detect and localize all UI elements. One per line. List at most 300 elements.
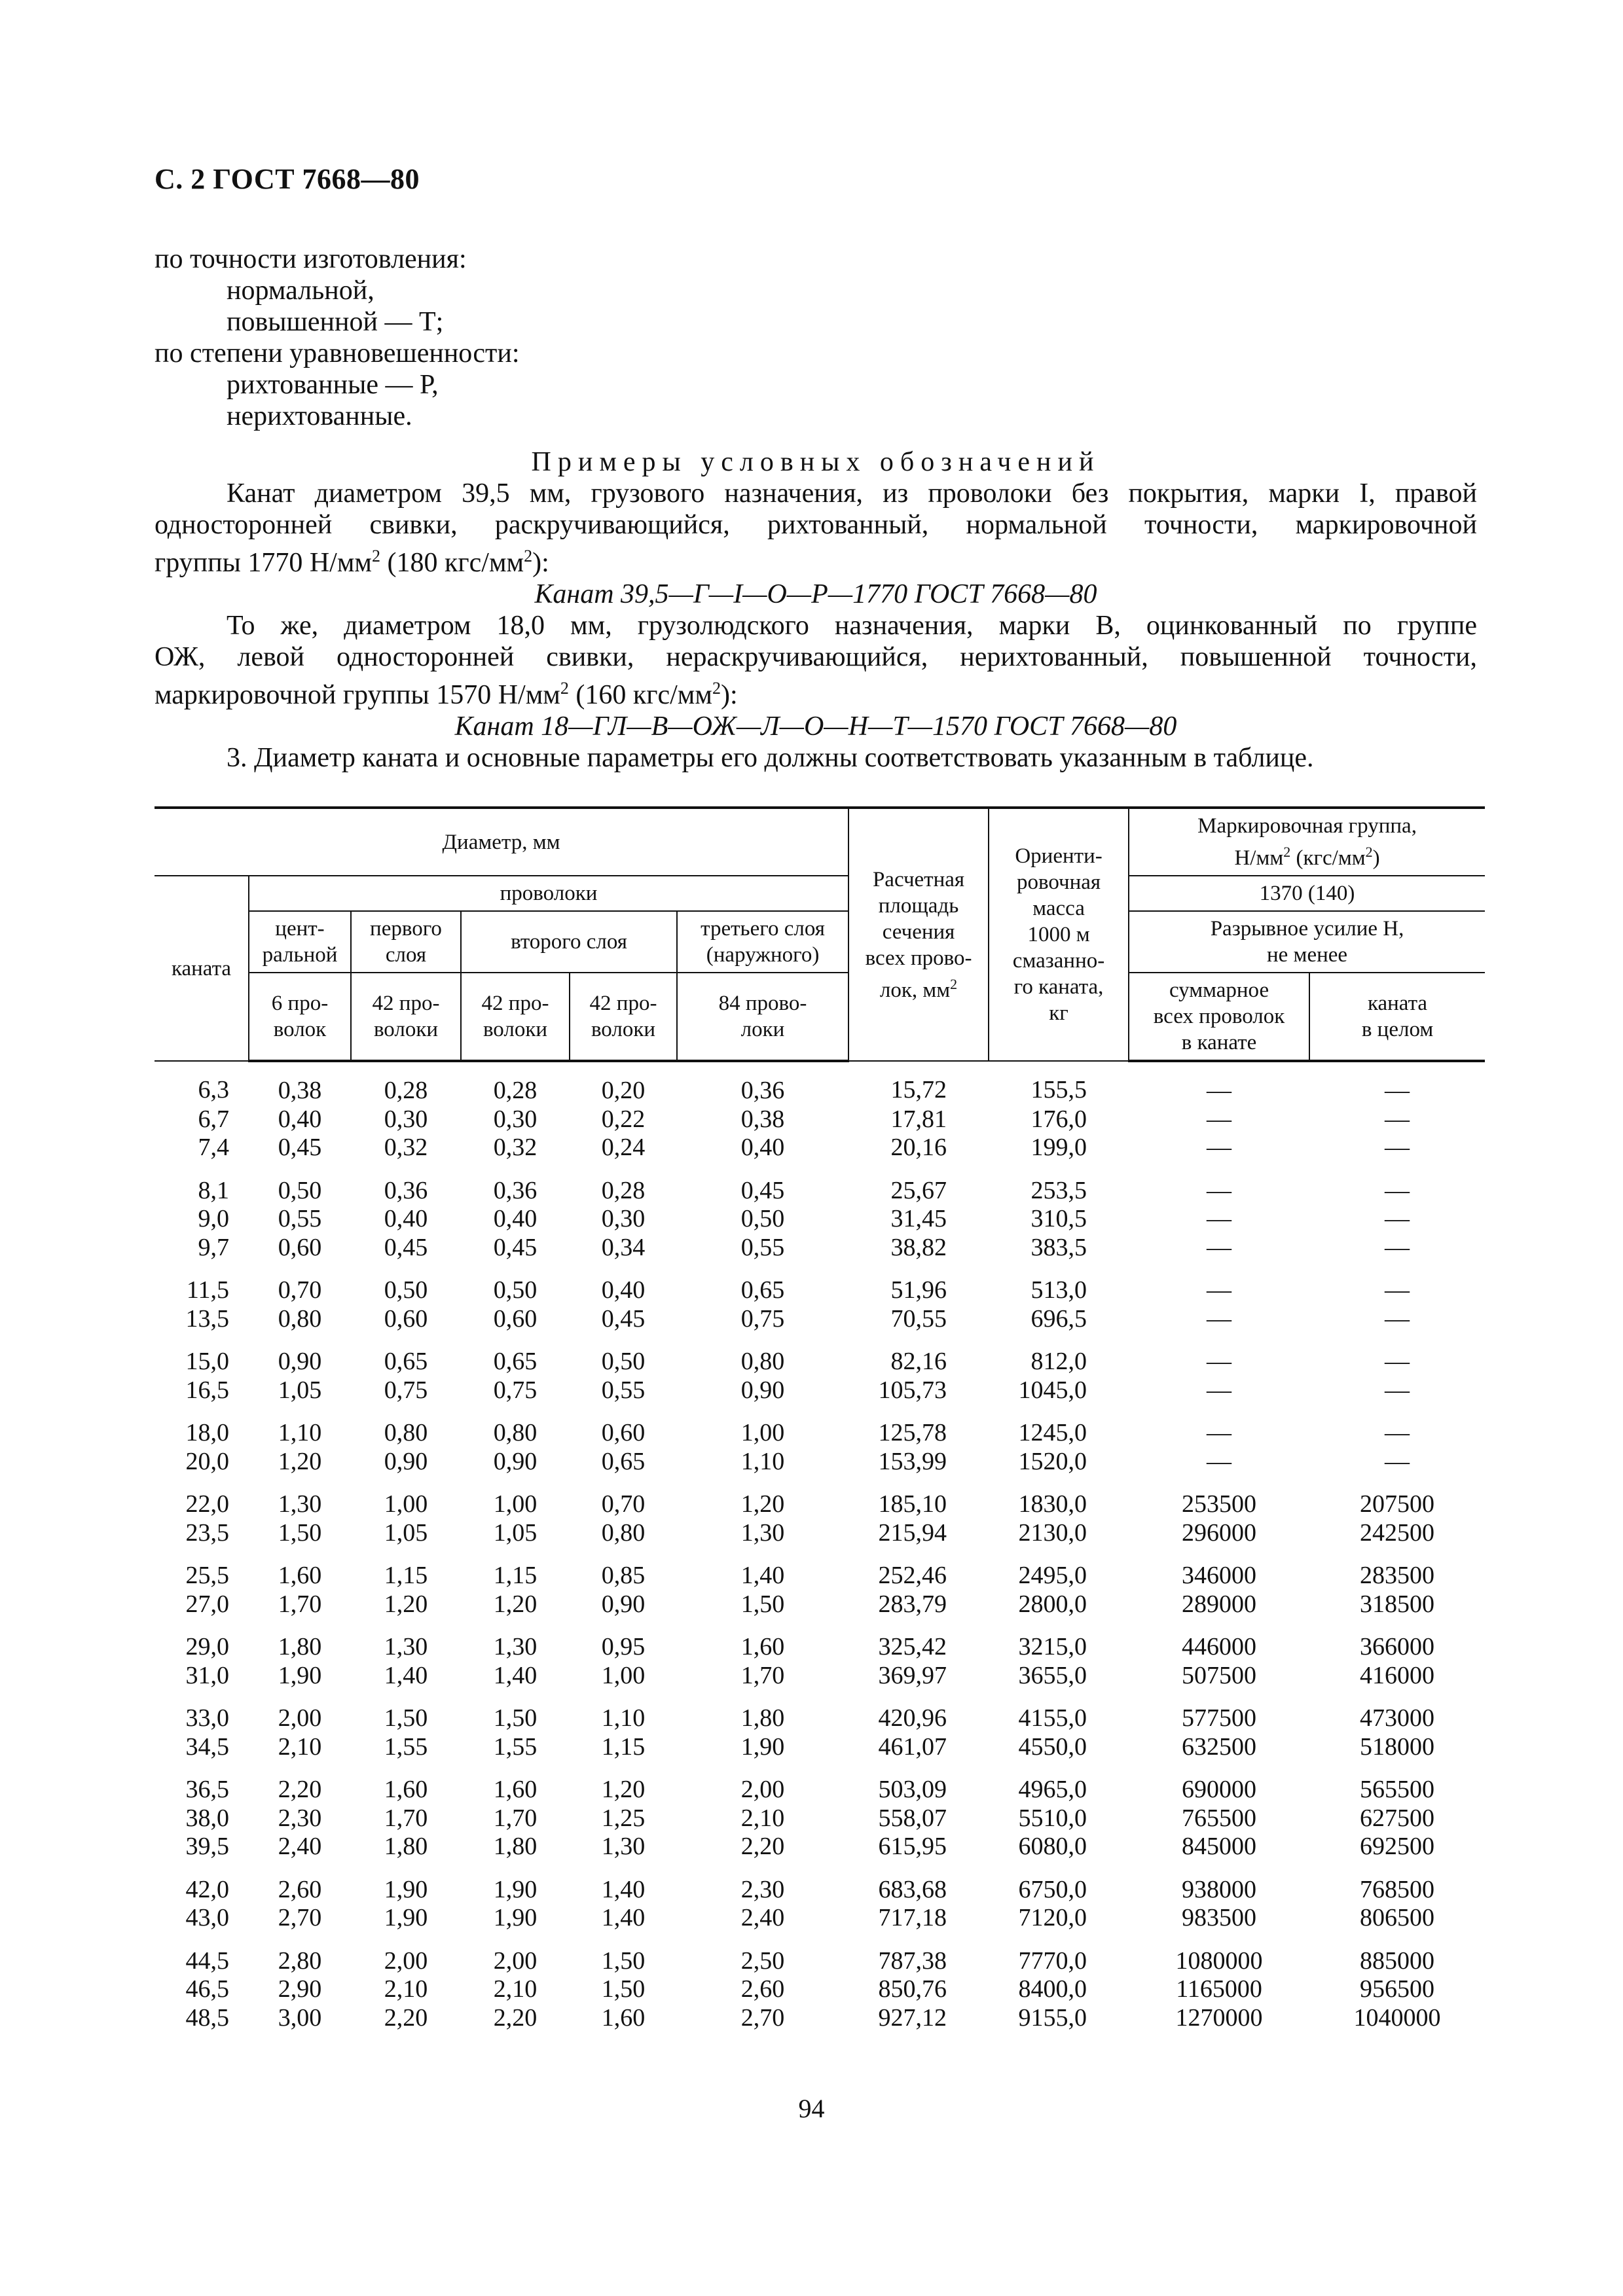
table-cell: 7,4 bbox=[198, 1134, 229, 1161]
table-cell: 1,55 bbox=[493, 1732, 538, 1761]
header-third-layer: третьего слоя (наружного) bbox=[677, 911, 848, 973]
table-cell: 2800,0 bbox=[1018, 1590, 1087, 1618]
table-row bbox=[155, 1861, 1485, 1905]
table-cell: 0,90 bbox=[601, 1590, 646, 1618]
table-cell: 473000 bbox=[1360, 1704, 1435, 1732]
table-cell: 461,07 bbox=[878, 1732, 947, 1761]
table-cell: 1270000 bbox=[1175, 2003, 1263, 2032]
table-cell: 2,70 bbox=[278, 1904, 322, 1931]
table-row bbox=[155, 1205, 1485, 1234]
table-row bbox=[155, 1162, 1485, 1206]
table-cell: — bbox=[1385, 1105, 1410, 1133]
table-cell: — bbox=[1207, 1348, 1232, 1375]
table-cell: 1,00 bbox=[740, 1419, 785, 1446]
table-cell: 366000 bbox=[1360, 1633, 1435, 1660]
table-cell: 2,30 bbox=[740, 1875, 785, 1903]
table-cell: 565500 bbox=[1360, 1776, 1435, 1803]
table-cell: 36,5 bbox=[185, 1776, 229, 1803]
table-cell: 318500 bbox=[1360, 1590, 1435, 1618]
table-cell: 1,80 bbox=[278, 1633, 322, 1660]
table-cell: 0,75 bbox=[740, 1304, 785, 1333]
table-row bbox=[155, 1105, 1485, 1134]
table-cell: 0,45 bbox=[384, 1233, 428, 1261]
table-cell: 253,5 bbox=[1030, 1176, 1087, 1204]
table-cell: 1,40 bbox=[740, 1562, 785, 1589]
table-cell: 0,65 bbox=[384, 1348, 428, 1375]
table-cell: 25,5 bbox=[185, 1562, 229, 1589]
table-cell: 22,0 bbox=[185, 1490, 229, 1518]
table-cell: — bbox=[1385, 1276, 1410, 1304]
table-cell: 8400,0 bbox=[1018, 1975, 1087, 2003]
table-cell: 44,5 bbox=[185, 1946, 229, 1975]
table-cell: 2,20 bbox=[278, 1776, 322, 1803]
table-row bbox=[155, 1519, 1485, 1548]
table-cell: 2,60 bbox=[740, 1975, 785, 2003]
header-42-wires: 42 про- волоки bbox=[351, 973, 461, 1061]
table-cell: 0,28 bbox=[601, 1176, 646, 1204]
table-cell: 42,0 bbox=[185, 1875, 229, 1903]
table-cell: 0,45 bbox=[601, 1304, 646, 1333]
table-cell: 0,90 bbox=[278, 1348, 322, 1375]
balance-item: рихтованные — Р, bbox=[227, 370, 439, 400]
table-cell: 1245,0 bbox=[1018, 1419, 1087, 1446]
table-cell: — bbox=[1207, 1304, 1232, 1333]
table-cell: 1,90 bbox=[493, 1875, 538, 1903]
header-42-wires: 42 про- волоки bbox=[461, 973, 570, 1061]
table-cell: 927,12 bbox=[878, 2003, 947, 2032]
table-cell: 1,60 bbox=[384, 1776, 428, 1803]
table-cell: 153,99 bbox=[878, 1447, 947, 1475]
table-row bbox=[155, 1590, 1485, 1619]
header-sum-force: суммарное всех проволок в канате bbox=[1129, 973, 1309, 1061]
table-cell: 1,40 bbox=[601, 1904, 646, 1931]
table-cell: — bbox=[1207, 1105, 1232, 1133]
examples-heading: Примеры условных обозначений bbox=[531, 447, 1101, 477]
table-cell: 420,96 bbox=[878, 1704, 947, 1732]
table-cell: — bbox=[1385, 1134, 1410, 1161]
table-cell: 2,00 bbox=[740, 1776, 785, 1803]
table-cell: 1,50 bbox=[740, 1590, 785, 1618]
table-cell: 0,38 bbox=[278, 1077, 322, 1104]
table-cell: 8,1 bbox=[198, 1176, 229, 1204]
balance-item: нерихтованные. bbox=[227, 401, 412, 431]
example-2-designation: Канат 18—ГЛ—В—ОЖ—Л—О—Н—Т—1570 ГОСТ 7668—80 bbox=[454, 711, 1177, 742]
table-cell: 0,50 bbox=[493, 1276, 538, 1304]
precision-item: нормальной, bbox=[227, 276, 374, 306]
table-cell: 0,80 bbox=[740, 1348, 785, 1375]
table-cell: 1,00 bbox=[384, 1490, 428, 1518]
table-cell: 765500 bbox=[1182, 1804, 1257, 1832]
table-cell: 0,90 bbox=[493, 1447, 538, 1475]
table-cell: — bbox=[1207, 1276, 1232, 1304]
table-cell: 0,75 bbox=[384, 1376, 428, 1404]
table-cell: 2,40 bbox=[740, 1904, 785, 1931]
table-cell: 6750,0 bbox=[1018, 1875, 1087, 1903]
table-cell: 0,80 bbox=[493, 1419, 538, 1446]
table-cell: 1,20 bbox=[493, 1590, 538, 1618]
table-cell: 15,72 bbox=[890, 1076, 947, 1103]
table-cell: 2,00 bbox=[278, 1704, 322, 1732]
table-cell: 1,30 bbox=[601, 1833, 646, 1860]
table-cell: 1,50 bbox=[278, 1518, 322, 1547]
table-cell: — bbox=[1385, 1304, 1410, 1333]
header-diameter: Диаметр, мм bbox=[155, 808, 848, 876]
table-cell: 1,70 bbox=[740, 1661, 785, 1689]
example-1-line: Канат диаметром 39,5 мм, грузового назначения, из проволоки без покрытия, марки I, правой bbox=[227, 478, 1477, 509]
table-row bbox=[155, 1804, 1485, 1833]
table-cell: 0,20 bbox=[601, 1077, 646, 1104]
header-marking-group: Маркировочная группа, $Н/мм^2$ $(кгс/мм^2)$ bbox=[1129, 808, 1485, 876]
table-cell: 2495,0 bbox=[1018, 1562, 1087, 1589]
table-cell: 0,80 bbox=[601, 1518, 646, 1547]
table-cell: 1,90 bbox=[384, 1875, 428, 1903]
table-cell: 0,36 bbox=[384, 1176, 428, 1204]
table-cell: 2,10 bbox=[278, 1732, 322, 1761]
table-cell: 1,50 bbox=[601, 1946, 646, 1975]
table-cell: 1,10 bbox=[601, 1704, 646, 1732]
table-cell: 155,5 bbox=[1030, 1076, 1087, 1103]
table-cell: 0,30 bbox=[384, 1105, 428, 1133]
table-cell: 0,40 bbox=[740, 1134, 785, 1161]
table-cell: 1,05 bbox=[278, 1376, 322, 1404]
table-cell: 507500 bbox=[1182, 1661, 1257, 1689]
table-cell: 0,34 bbox=[601, 1233, 646, 1261]
header-6-wires: 6 про- волок bbox=[249, 973, 351, 1061]
example-1-last-line: группы 1770 $Н/мм^2$ (180 кгс/$мм^2$): bbox=[155, 547, 549, 578]
table-row bbox=[155, 1761, 1485, 1804]
table-cell: 0,36 bbox=[493, 1176, 538, 1204]
table-cell: 1165000 bbox=[1176, 1975, 1262, 2003]
table-cell: 577500 bbox=[1182, 1704, 1257, 1732]
header-grade: 1370 (140) bbox=[1129, 876, 1485, 911]
table-cell: 1080000 bbox=[1175, 1946, 1263, 1975]
header-84-wires: 84 прово- локи bbox=[677, 973, 848, 1061]
table-cell: 2,00 bbox=[384, 1946, 428, 1975]
table-cell: 253500 bbox=[1182, 1490, 1257, 1518]
table-cell: 1,10 bbox=[278, 1419, 322, 1446]
table-cell: 0,28 bbox=[384, 1077, 428, 1104]
table-cell: 1,15 bbox=[601, 1732, 646, 1761]
table-cell: 1,00 bbox=[601, 1661, 646, 1689]
table-cell: — bbox=[1207, 1376, 1232, 1404]
table-cell: 1040000 bbox=[1353, 2003, 1441, 2032]
table-cell: 346000 bbox=[1182, 1562, 1257, 1589]
table-cell: 6,3 bbox=[198, 1076, 229, 1103]
table-cell: 2,70 bbox=[740, 2003, 785, 2032]
table-cell: 0,45 bbox=[278, 1134, 322, 1161]
table-cell: 850,76 bbox=[878, 1975, 947, 2003]
balance-heading: по степени уравновешенности: bbox=[155, 338, 520, 368]
table-cell: 692500 bbox=[1360, 1833, 1435, 1860]
table-cell: 1,80 bbox=[740, 1704, 785, 1732]
table-cell: 15,0 bbox=[185, 1348, 229, 1375]
table-cell: 0,40 bbox=[384, 1205, 428, 1232]
table-row bbox=[155, 1061, 1485, 1105]
table-body bbox=[155, 1061, 1485, 2032]
table-cell: 296000 bbox=[1182, 1518, 1257, 1547]
header-breaking-force: Разрывное усилие Н, не менее bbox=[1129, 911, 1485, 973]
table-cell: 9,7 bbox=[198, 1233, 229, 1261]
table-cell: 0,28 bbox=[493, 1077, 538, 1104]
table-cell: 3215,0 bbox=[1018, 1633, 1087, 1660]
table-cell: 16,5 bbox=[185, 1376, 229, 1404]
table-cell: 0,65 bbox=[493, 1348, 538, 1375]
table-cell: 2,60 bbox=[278, 1875, 322, 1903]
table-cell: 0,30 bbox=[493, 1105, 538, 1133]
table-cell: 11,5 bbox=[186, 1276, 229, 1304]
table-cell: 46,5 bbox=[185, 1975, 229, 2003]
table-cell: 1,20 bbox=[740, 1490, 785, 1518]
table-row bbox=[155, 1662, 1485, 1691]
table-cell: 0,32 bbox=[384, 1134, 428, 1161]
table-cell: 1520,0 bbox=[1018, 1447, 1087, 1475]
table-cell: 0,50 bbox=[278, 1176, 322, 1204]
table-cell: 383,5 bbox=[1030, 1233, 1087, 1261]
table-cell: 369,97 bbox=[878, 1661, 947, 1689]
table-cell: 845000 bbox=[1182, 1833, 1257, 1860]
table-cell: 2,20 bbox=[384, 2003, 428, 2032]
table-cell: 5510,0 bbox=[1018, 1804, 1087, 1832]
table-cell: 0,55 bbox=[278, 1205, 322, 1232]
table-cell: 2,20 bbox=[740, 1833, 785, 1860]
table-cell: — bbox=[1207, 1419, 1232, 1446]
table-cell: 0,60 bbox=[601, 1419, 646, 1446]
table-cell: 125,78 bbox=[878, 1419, 947, 1446]
table-cell: 310,5 bbox=[1030, 1205, 1087, 1232]
table-cell: 283500 bbox=[1360, 1562, 1435, 1589]
table-row bbox=[155, 1305, 1485, 1334]
table-cell: 1,60 bbox=[740, 1633, 785, 1660]
table-cell: 18,0 bbox=[185, 1419, 229, 1446]
table-cell: 696,5 bbox=[1030, 1304, 1087, 1333]
header-rope: каната bbox=[155, 876, 249, 1061]
table-cell: 1,80 bbox=[493, 1833, 538, 1860]
table-cell: 215,94 bbox=[878, 1518, 947, 1547]
table-cell: 1,20 bbox=[278, 1447, 322, 1475]
table-cell: 9155,0 bbox=[1018, 2003, 1087, 2032]
table-cell: 1,30 bbox=[493, 1633, 538, 1660]
table-cell: 6,7 bbox=[198, 1105, 229, 1133]
table-cell: 558,07 bbox=[878, 1804, 947, 1832]
table-cell: 51,96 bbox=[890, 1276, 947, 1304]
table-cell: 1,05 bbox=[384, 1518, 428, 1547]
table-cell: 885000 bbox=[1360, 1946, 1435, 1975]
table-cell: 1,15 bbox=[493, 1562, 538, 1589]
table-cell: 1,20 bbox=[384, 1590, 428, 1618]
table-row bbox=[155, 1975, 1485, 2004]
clause-3: 3. Диаметр каната и основные параметры его должны соответствовать указанным в таблице. bbox=[227, 743, 1314, 773]
table-cell: 806500 bbox=[1360, 1904, 1435, 1931]
table-cell: 9,0 bbox=[198, 1205, 229, 1232]
table-cell: 2,80 bbox=[278, 1946, 322, 1975]
table-cell: 0,40 bbox=[493, 1205, 538, 1232]
table-cell: 1,70 bbox=[278, 1590, 322, 1618]
table-cell: 31,45 bbox=[890, 1205, 947, 1232]
table-cell: 252,46 bbox=[878, 1562, 947, 1589]
table-cell: 503,09 bbox=[878, 1776, 947, 1803]
table-cell: — bbox=[1385, 1419, 1410, 1446]
table-cell: 33,0 bbox=[185, 1704, 229, 1732]
table-cell: 938000 bbox=[1182, 1875, 1257, 1903]
table-cell: 176,0 bbox=[1030, 1105, 1087, 1133]
table-cell: 38,0 bbox=[185, 1804, 229, 1832]
table-cell: 27,0 bbox=[185, 1590, 229, 1618]
table-cell: 0,85 bbox=[601, 1562, 646, 1589]
table-cell: 0,65 bbox=[740, 1276, 785, 1304]
table-cell: 1,50 bbox=[601, 1975, 646, 2003]
table-cell: 1,30 bbox=[278, 1490, 322, 1518]
table-cell: 325,42 bbox=[878, 1633, 947, 1660]
table-cell: 38,82 bbox=[890, 1233, 947, 1261]
table-cell: 199,0 bbox=[1030, 1134, 1087, 1161]
table-cell: 0,55 bbox=[601, 1376, 646, 1404]
table-cell: 4550,0 bbox=[1018, 1732, 1087, 1761]
table-cell: 1,90 bbox=[493, 1904, 538, 1931]
table-cell: 627500 bbox=[1360, 1804, 1435, 1832]
table-cell: 0,45 bbox=[740, 1176, 785, 1204]
table-cell: 416000 bbox=[1360, 1661, 1435, 1689]
table-cell: 0,80 bbox=[278, 1304, 322, 1333]
table-cell: 31,0 bbox=[185, 1661, 229, 1689]
table-cell: 29,0 bbox=[185, 1633, 229, 1660]
table-cell: 1,70 bbox=[384, 1804, 428, 1832]
table-cell: 1,60 bbox=[278, 1562, 322, 1589]
table-cell: 4155,0 bbox=[1018, 1704, 1087, 1732]
header-central: цент- ральной bbox=[249, 911, 351, 973]
example-2-line: ОЖ, левой односторонней свивки, нераскручивающийся, нерихтованный, повышенной точности, bbox=[155, 642, 1477, 672]
table-cell: 3655,0 bbox=[1018, 1661, 1087, 1689]
table-cell: 283,79 bbox=[878, 1590, 947, 1618]
table-cell: 1,60 bbox=[601, 2003, 646, 2032]
table-cell: 0,22 bbox=[601, 1105, 646, 1133]
header-42-wires: 42 про- волоки bbox=[570, 973, 677, 1061]
table-cell: — bbox=[1385, 1447, 1410, 1475]
table-cell: 0,40 bbox=[278, 1105, 322, 1133]
header-area: Расчетная площадь сечения всех прово- лок, $мм^2$ bbox=[848, 808, 989, 1061]
table-cell: 1,30 bbox=[740, 1518, 785, 1547]
table-cell: 1,40 bbox=[601, 1875, 646, 1903]
table-cell: 0,90 bbox=[384, 1447, 428, 1475]
table-cell: 25,67 bbox=[890, 1176, 947, 1204]
example-1-line: односторонней свивки, раскручивающийся, рихтованный, нормальной точности, маркировочной bbox=[155, 510, 1477, 540]
table-row bbox=[155, 1690, 1485, 1733]
table-cell: 0,50 bbox=[601, 1348, 646, 1375]
table-cell: 0,70 bbox=[278, 1276, 322, 1304]
table-cell: 2,10 bbox=[493, 1975, 538, 2003]
header-wires: проволоки bbox=[249, 876, 848, 911]
table-cell: 1,05 bbox=[493, 1518, 538, 1547]
table-cell: 3,00 bbox=[278, 2003, 322, 2032]
table-row bbox=[155, 1619, 1485, 1662]
table-cell: 4965,0 bbox=[1018, 1776, 1087, 1803]
table-cell: 1,55 bbox=[384, 1732, 428, 1761]
header-first-layer: первого слоя bbox=[351, 911, 461, 973]
table-cell: — bbox=[1207, 1447, 1232, 1475]
page-header: С. 2 ГОСТ 7668—80 bbox=[155, 163, 420, 195]
header-mass: Ориенти- ровочная масса 1000 м смазанно- го каната, кг bbox=[989, 808, 1129, 1061]
table-cell: 2,90 bbox=[278, 1975, 322, 2003]
table-cell: — bbox=[1385, 1233, 1410, 1261]
table-cell: 1,30 bbox=[384, 1633, 428, 1660]
table-cell: 0,95 bbox=[601, 1633, 646, 1660]
table-cell: 13,5 bbox=[185, 1304, 229, 1333]
table-cell: 20,16 bbox=[890, 1134, 947, 1161]
table-cell: 1,00 bbox=[493, 1490, 538, 1518]
table-cell: 1,20 bbox=[601, 1776, 646, 1803]
precision-heading: по точности изготовления: bbox=[155, 244, 467, 274]
table-cell: 0,32 bbox=[493, 1134, 538, 1161]
table-cell: 0,80 bbox=[384, 1419, 428, 1446]
table-cell: 2,00 bbox=[493, 1946, 538, 1975]
table-row bbox=[155, 1448, 1485, 1477]
table-cell: 1,50 bbox=[384, 1704, 428, 1732]
table-cell: 0,36 bbox=[740, 1077, 785, 1104]
table-cell: 1,90 bbox=[384, 1904, 428, 1931]
table-cell: 2,10 bbox=[740, 1804, 785, 1832]
example-2-line: То же, диаметром 18,0 мм, грузолюдского назначения, марки В, оцинкованный по группе bbox=[227, 611, 1477, 641]
table-cell: 2,50 bbox=[740, 1946, 785, 1975]
table-cell: 242500 bbox=[1360, 1518, 1435, 1547]
table-cell: 2,40 bbox=[278, 1833, 322, 1860]
table-cell: — bbox=[1385, 1348, 1410, 1375]
table-cell: 0,30 bbox=[601, 1205, 646, 1232]
table-cell: 0,50 bbox=[384, 1276, 428, 1304]
table-cell: 1,50 bbox=[493, 1704, 538, 1732]
table-cell: 2,20 bbox=[493, 2003, 538, 2032]
header-whole-force: каната в целом bbox=[1309, 973, 1485, 1061]
header-second-layer: второго слоя bbox=[461, 911, 677, 973]
table-cell: — bbox=[1207, 1134, 1232, 1161]
table-cell: 717,18 bbox=[878, 1904, 947, 1931]
table-cell: 1,70 bbox=[493, 1804, 538, 1832]
table-cell: 2130,0 bbox=[1018, 1518, 1087, 1547]
table-cell: 0,65 bbox=[601, 1447, 646, 1475]
classification-list bbox=[155, 243, 1477, 432]
table-cell: 185,10 bbox=[878, 1490, 947, 1518]
table-row bbox=[155, 1833, 1485, 1861]
table-cell: 812,0 bbox=[1030, 1348, 1087, 1375]
table-cell: 7770,0 bbox=[1018, 1946, 1087, 1975]
table-cell: 0,70 bbox=[601, 1490, 646, 1518]
table-cell: 17,81 bbox=[890, 1105, 947, 1133]
table-cell: 1,40 bbox=[384, 1661, 428, 1689]
table-row bbox=[155, 1405, 1485, 1448]
table-cell: 0,60 bbox=[278, 1233, 322, 1261]
table-cell: 43,0 bbox=[185, 1904, 229, 1931]
table-cell: 0,90 bbox=[740, 1376, 785, 1404]
table-cell: 207500 bbox=[1360, 1490, 1435, 1518]
table-cell: 0,50 bbox=[740, 1205, 785, 1232]
table-row bbox=[155, 1904, 1485, 1933]
table-cell: 0,75 bbox=[493, 1376, 538, 1404]
table-cell: 1,25 bbox=[601, 1804, 646, 1832]
table-cell: 6080,0 bbox=[1018, 1833, 1087, 1860]
table-row bbox=[155, 1333, 1485, 1376]
table-cell: 0,60 bbox=[493, 1304, 538, 1333]
table-row bbox=[155, 1476, 1485, 1519]
table-cell: 48,5 bbox=[185, 2003, 229, 2032]
table-cell: 1,90 bbox=[278, 1661, 322, 1689]
table-cell: 1,15 bbox=[384, 1562, 428, 1589]
table-cell: — bbox=[1207, 1176, 1232, 1204]
table-row bbox=[155, 1733, 1485, 1762]
example-1-designation: Канат 39,5—Г—I—О—Р—1770 ГОСТ 7668—80 bbox=[534, 579, 1097, 609]
table-cell: 518000 bbox=[1360, 1732, 1435, 1761]
table-cell: 0,55 bbox=[740, 1233, 785, 1261]
table-cell: 1830,0 bbox=[1018, 1490, 1087, 1518]
table-cell: — bbox=[1385, 1176, 1410, 1204]
table-row bbox=[155, 2004, 1485, 2033]
